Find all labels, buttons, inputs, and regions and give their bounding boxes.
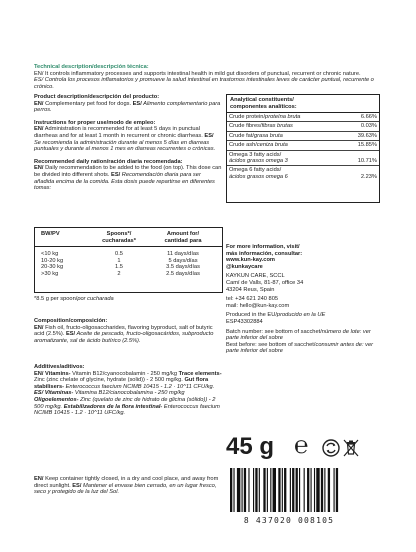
additive-tag: Estabilizadores de la flora intestinal- [62, 403, 163, 410]
col-spoons-line1: Spoons*/ [106, 231, 132, 237]
row-amount: 11 days/días [167, 251, 199, 257]
table-row [227, 131, 379, 140]
row-amount: 3.5 days/días [166, 264, 200, 271]
additives [34, 364, 224, 417]
table-row [41, 271, 217, 278]
lang-tag-en: EN/ [34, 165, 44, 172]
recycle-icon [322, 439, 340, 462]
row-spoons: 1.5 [115, 264, 123, 271]
lang-tag-en: EN/ [34, 476, 44, 482]
barcode-bars [226, 468, 352, 512]
label-en: Omega 3 fatty acids/ [229, 151, 282, 158]
analytical-table [226, 94, 380, 203]
label-es: ceniza bruta [256, 142, 288, 149]
footnote-es: por cucharada [77, 296, 114, 302]
bin-icon [343, 439, 359, 462]
lang-tag-es: ES/ [202, 132, 214, 139]
composition-text-es: Aceite de pescado, fructo-oligosacáridos, subproducto aromatizante, sal de ácido butírico (2.5%). [34, 331, 214, 344]
analytical-heading-line1: Analytical constituents/ [230, 97, 294, 103]
product-text-es: Alimento complementario para perros. [34, 100, 221, 114]
estimated-sign: ℮ [294, 432, 309, 459]
col-spoons [89, 231, 149, 244]
ration-text-es: Recomendación diaria para ser añadida encima de la comida. Esta dosis puede repartirse en diferentes tomas: [34, 171, 215, 192]
label-es: ácidos grasos omega 3 [229, 158, 288, 165]
composition [34, 318, 224, 344]
constituent-value: 2.23% [360, 173, 377, 180]
row-spoons: 2 [117, 270, 121, 277]
additive-tag: Trace elements- [178, 370, 222, 377]
composition-heading: Composition/composición: [34, 318, 108, 324]
constituent-value: 6.66% [343, 113, 379, 122]
additive-text: Zinc (quelato de zinc de hidrato de glicina (sólido)) - 2 500 mg/kg. [34, 396, 216, 410]
technical-heading: Technical description/descripción técnica: [34, 64, 149, 70]
table-row [227, 122, 379, 131]
row-spoons: 1 [117, 257, 121, 264]
net-weight: 45 g [226, 433, 275, 460]
more-info [226, 244, 378, 355]
instructions-text-es: Se recomienda la administración durante al menos 5 días en diarreas puntuales y durante al menos 1 mes en diarreas recurrentes o crónicas. [34, 139, 216, 153]
row-spoons: 0.5 [115, 251, 123, 257]
row-amount: 2.5 days/días [166, 270, 200, 277]
additive-text: Enterococcus faecium NCIMB 10415 - 1.2 · 10^11 UFC/kg. [34, 403, 220, 417]
col-amount [149, 231, 217, 244]
best-before-en: Best before: see bottom of sacchet/ [226, 341, 316, 348]
row-bw: >30 kg [41, 270, 59, 277]
lang-tag-es: ES/ [109, 171, 121, 178]
registration-number: ESP43302884 [226, 318, 263, 325]
table-row [227, 150, 379, 166]
table-row [227, 166, 379, 181]
storage-text-es: Mantener el envase bien cerrado, en un lugar fresco, seco y protegido de la luz del Sol. [34, 482, 217, 496]
dosage-table [34, 227, 223, 293]
label-en: Crude fibres/ [229, 123, 262, 130]
additive-tag: Gut flora stabilisers- [34, 377, 209, 390]
row-amount: 5 days/días [168, 257, 198, 264]
constituent-value: 10.71% [343, 150, 379, 166]
row-bw: <10 kg [41, 251, 59, 257]
analytical-heading [230, 97, 297, 110]
label-en: Omega 6 fatty acids/ [229, 167, 282, 174]
instructions [34, 120, 222, 153]
footnote-en: *8.5 g per spoon/ [34, 296, 78, 302]
instructions-text-en: Administration is recommended for at least 5 days in punctual diarrheas and for at least 1 month in recurrent or chronic diarrheas. [34, 126, 203, 139]
additive-tag: EN/ Vitamins- [34, 370, 71, 377]
additives-heading: Additives/aditivos: [34, 364, 85, 370]
constituent-label [227, 166, 343, 181]
lang-tag-es: ES/ [70, 482, 82, 489]
product-description [34, 94, 222, 114]
spoon-footnote [34, 296, 114, 303]
row-bw: 20-30 kg [41, 264, 64, 271]
additive-text: Enterococcus faecium NCIMB 10415 - 1.2 · 10^11 CFU/kg. [64, 383, 215, 390]
address-line1: Camí de Valls, 81-87, office 34 [226, 279, 304, 286]
lang-tag-en: EN/ [34, 324, 44, 331]
col-amount-line1: Amount for/ [166, 231, 200, 237]
label-es: ácidos grasos omega 6 [229, 173, 288, 180]
table-row [227, 141, 379, 150]
lang-tag-en: EN/ [34, 126, 44, 133]
produced-en: Produced in the EU/ [226, 312, 277, 319]
additive-text: Vitamina B12/cianocobalamina - 250 mg/kg [73, 390, 185, 397]
technical-description [34, 64, 379, 90]
col-bw: BW/PV [41, 231, 60, 237]
address-line2: 43204 Reus, Spain [226, 286, 275, 293]
storage-text-en: Keep container tightly closed, in a dry and cool place, and away from direct sunlight. [34, 476, 219, 489]
produced-es: producido en la UE [276, 312, 326, 319]
additive-text: Zinc (zinc chelate of glycine, hydrate (solid)) - 2 500 mg/kg. [34, 377, 183, 384]
instructions-heading: Instructions for proper use/modo de empleo: [34, 119, 156, 126]
technical-en: EN/ It controls inflammatory processes and supports intestinal health in mild gut disorders of punctual, recurrent or chronic nature. [34, 70, 361, 77]
col-amount-line2: cantidad para [164, 237, 202, 244]
label-en: Crude ash/ [229, 142, 257, 149]
table-row [227, 113, 379, 122]
row-bw: 10-20 kg [41, 257, 64, 264]
label-en: Crude protein/ [229, 114, 266, 120]
email: mail: hello@kun-kay.com [226, 302, 290, 309]
analytical-heading-line2: componentes analíticos: [230, 103, 297, 110]
batch-es: número de lote: ver parte inferior del sobre [226, 328, 371, 342]
lang-tag-es: ES/ [131, 100, 142, 107]
constituent-label [227, 113, 343, 122]
label-es: fibras brutas [261, 123, 293, 130]
constituent-label [227, 131, 343, 140]
left-column [34, 94, 222, 192]
phone: tel: +34 621 240 805 [226, 296, 279, 303]
technical-es: ES/ Controla los procesos inflamatorios y promueve la salud intestinal en trastornos intestinales leves de carácter puntual, recurrente o crónico. [34, 77, 374, 90]
constituent-value: 15.85% [343, 141, 379, 150]
batch-en: Batch number: see bottom of sacchet/ [226, 328, 322, 335]
ration-text-en: Daily recommendation to be added to the food (on top). This dose can be divided into different shots. [34, 165, 222, 178]
product-heading: Product description/descripción del producto: [34, 94, 160, 100]
product-text-en: Complementary pet food for dogs. [43, 100, 132, 107]
additive-tag: Oligoelementos- [34, 396, 79, 403]
storage [34, 476, 224, 496]
additive-text: Vitamin B12/cyanocobalamin - 250 mg/kg [70, 370, 177, 377]
constituent-label [227, 150, 343, 166]
constituent-value: 0.03% [343, 122, 379, 131]
website-link[interactable]: www.kun-kay.com [226, 257, 275, 264]
company-name: KAYKUN CARE, SCCL [226, 273, 285, 280]
table-row [41, 251, 217, 258]
label-es: grasa bruta [253, 132, 283, 139]
constituent-label [227, 141, 343, 150]
lang-tag-es: ES/ [64, 331, 76, 338]
additive-tag: ES/ Vitaminas- [34, 390, 74, 397]
col-spoons-line2: cucharadas* [102, 237, 136, 244]
composition-text-en: Fish oil, fructo-oligosaccharides, flavoring byproduct, salt of butyric acid (2.5%). [34, 324, 213, 338]
best-before-es: consumir antes de: ver parte inferior del sobre [226, 341, 374, 355]
barcode [226, 468, 352, 525]
label-es: proteína bruta [265, 114, 301, 120]
daily-ration [34, 159, 222, 192]
label-en: Crude fat/ [229, 132, 254, 139]
table-row [41, 264, 217, 271]
info-heading-line1: For more information, visit/ [226, 244, 300, 250]
social-handle[interactable]: @kunkaycare [226, 263, 263, 270]
lang-tag-en: EN/ [34, 100, 44, 107]
constituent-value: 39.63% [343, 131, 379, 140]
table-divider [35, 246, 222, 247]
ration-heading: Recommended daily ration/ración diaria recomendada: [34, 158, 183, 165]
barcode-number: 8 437020 008105 [243, 516, 335, 525]
table-row [41, 258, 217, 265]
info-heading-line2: más información, consultar: [226, 250, 303, 257]
constituent-label [227, 122, 343, 131]
